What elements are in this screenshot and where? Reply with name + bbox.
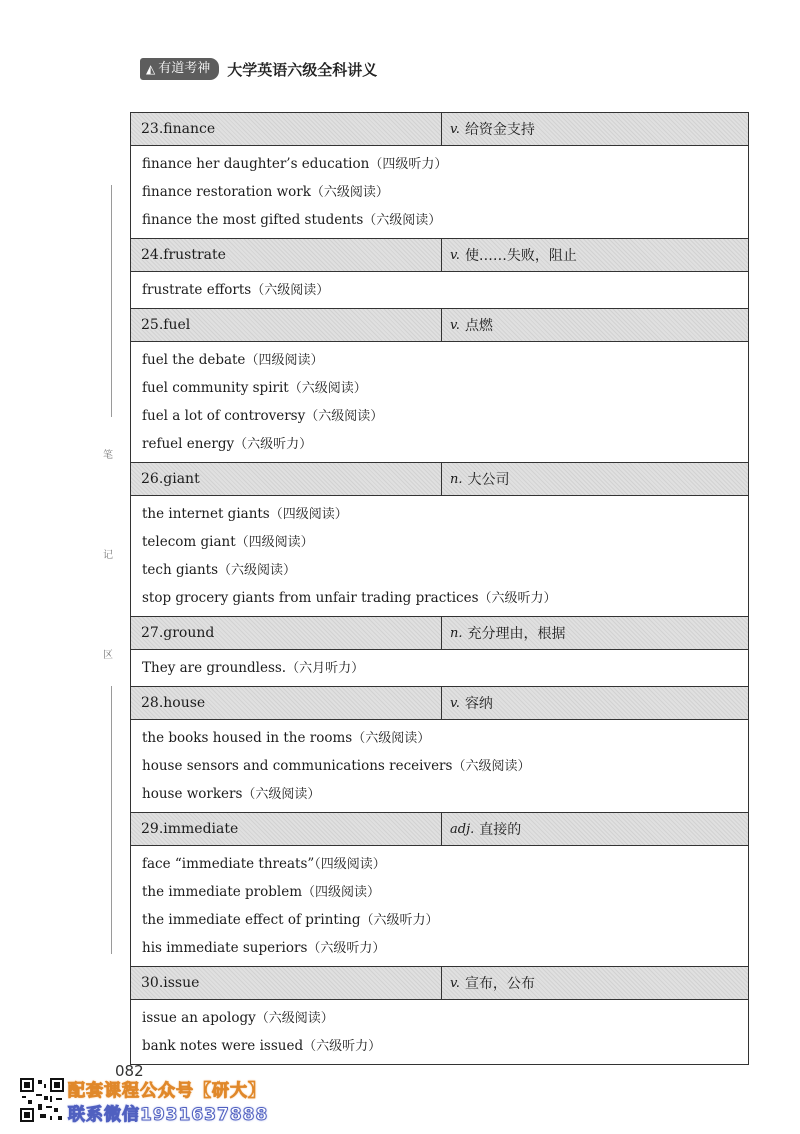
- margin-divider-top: [111, 185, 112, 417]
- vocab-meaning-cell: [442, 239, 748, 271]
- example-line: [142, 724, 748, 752]
- vocab-word: 23.finance: [131, 113, 442, 145]
- part-of-speech: adj.: [450, 821, 475, 837]
- vocab-word: 29.immediate: [131, 813, 442, 845]
- vocab-word: 30.issue: [131, 967, 442, 999]
- word-header-row: [131, 463, 748, 496]
- vocab-word: 24.frustrate: [131, 239, 442, 271]
- margin-divider-bottom: [111, 686, 112, 954]
- example-line: [142, 528, 748, 556]
- example-phrase: fuel community spirit: [142, 380, 289, 396]
- word-header-row: [131, 239, 748, 272]
- example-line: [142, 430, 748, 458]
- vocab-word: 28.house: [131, 687, 442, 719]
- example-phrase: the books housed in the rooms: [142, 730, 353, 746]
- definition: 容纳: [464, 696, 493, 712]
- example-phrase: stop grocery giants from unfair trading practices: [142, 590, 479, 606]
- word-header-row: [131, 813, 748, 846]
- example-line: [142, 276, 748, 304]
- margin-note-char: 笔: [103, 450, 113, 461]
- example-phrase: They are groundless.: [142, 660, 287, 676]
- example-line: [142, 906, 748, 934]
- example-block: [131, 342, 748, 463]
- word-header-row: [131, 113, 748, 146]
- example-source: （六级阅读）: [288, 381, 367, 396]
- vocab-meaning-cell: [442, 463, 748, 495]
- example-line: [142, 934, 748, 962]
- promo-text-wechat: 联系微信1931637888: [68, 1105, 269, 1125]
- example-block: [131, 650, 748, 687]
- example-source: （六月听力）: [286, 661, 365, 676]
- example-line: [142, 584, 748, 612]
- example-phrase: fuel a lot of controversy: [142, 408, 306, 424]
- example-phrase: house sensors and communications receivers: [142, 758, 453, 774]
- example-source: （四级阅读）: [302, 885, 381, 900]
- example-source: （六级听力）: [307, 941, 386, 956]
- example-source: （六级阅读）: [452, 759, 531, 774]
- example-phrase: the immediate effect of printing: [142, 912, 361, 928]
- example-phrase: face “immediate threats”: [142, 856, 315, 872]
- brand-logo: [140, 58, 219, 80]
- word-header-row: [131, 687, 748, 720]
- example-source: （六级阅读）: [251, 283, 330, 298]
- example-source: （六级阅读）: [218, 563, 297, 578]
- example-source: （四级阅读）: [269, 507, 348, 522]
- page-number: 082: [115, 1062, 144, 1080]
- example-source: （六级阅读）: [242, 787, 321, 802]
- brand-logo-text: 有道考神: [158, 61, 211, 76]
- margin-note-char: 区: [103, 650, 113, 661]
- margin-note-char: 记: [103, 550, 113, 561]
- part-of-speech: v.: [450, 975, 460, 991]
- example-source: （六级听力）: [478, 591, 557, 606]
- example-block: [131, 146, 748, 239]
- word-header-row: [131, 617, 748, 650]
- example-source: （六级阅读）: [305, 409, 384, 424]
- example-line: [142, 1004, 748, 1032]
- example-block: [131, 1000, 748, 1065]
- vocab-word: 26.giant: [131, 463, 442, 495]
- definition: 使……失败，阻止: [464, 248, 577, 264]
- example-phrase: finance the most gifted students: [142, 212, 364, 228]
- vocab-meaning-cell: [442, 967, 748, 999]
- example-line: [142, 780, 748, 808]
- example-line: [142, 206, 748, 234]
- example-phrase: issue an apology: [142, 1010, 256, 1026]
- vocab-table: [130, 112, 749, 1065]
- part-of-speech: v.: [450, 247, 460, 263]
- example-source: （六级阅读）: [310, 185, 389, 200]
- word-header-row: [131, 309, 748, 342]
- example-phrase: the immediate problem: [142, 884, 302, 900]
- example-source: （四级听力）: [369, 157, 448, 172]
- example-line: [142, 178, 748, 206]
- example-phrase: tech giants: [142, 562, 219, 578]
- example-source: （六级听力）: [234, 437, 313, 452]
- wing-icon: ◭: [146, 62, 156, 76]
- example-block: [131, 720, 748, 813]
- part-of-speech: v.: [450, 695, 460, 711]
- definition: 给资金支持: [464, 122, 535, 138]
- promo-text-official-account: 配套课程公众号【研大】: [68, 1081, 266, 1101]
- example-line: [142, 1032, 748, 1060]
- example-source: （六级阅读）: [255, 1011, 334, 1026]
- vocab-meaning-cell: [442, 113, 748, 145]
- definition: 大公司: [467, 472, 510, 488]
- example-phrase: the internet giants: [142, 506, 270, 522]
- page-header: [140, 58, 377, 80]
- example-line: [142, 402, 748, 430]
- example-line: [142, 878, 748, 906]
- example-line: [142, 150, 748, 178]
- definition: 点燃: [464, 318, 493, 334]
- example-source: （六级听力）: [303, 1039, 382, 1054]
- example-source: （四级阅读）: [235, 535, 314, 550]
- example-source: （四级阅读）: [245, 353, 324, 368]
- example-phrase: house workers: [142, 786, 243, 802]
- vocab-meaning-cell: [442, 617, 748, 649]
- example-line: [142, 556, 748, 584]
- vocab-word: 25.fuel: [131, 309, 442, 341]
- vocab-meaning-cell: [442, 813, 748, 845]
- vocab-word: 27.ground: [131, 617, 442, 649]
- example-line: [142, 346, 748, 374]
- example-source: （四级阅读）: [314, 857, 386, 872]
- example-block: [131, 496, 748, 617]
- example-block: [131, 272, 748, 309]
- example-phrase: frustrate efforts: [142, 282, 252, 298]
- word-header-row: [131, 967, 748, 1000]
- example-phrase: his immediate superiors: [142, 940, 308, 956]
- example-phrase: fuel the debate: [142, 352, 246, 368]
- part-of-speech: v.: [450, 121, 460, 137]
- example-line: [142, 500, 748, 528]
- example-block: [131, 846, 748, 967]
- example-phrase: finance restoration work: [142, 184, 311, 200]
- example-phrase: bank notes were issued: [142, 1038, 304, 1054]
- definition: 充分理由，根据: [467, 626, 566, 642]
- example-line: [142, 654, 748, 682]
- definition: 直接的: [479, 822, 522, 838]
- example-source: （六级听力）: [360, 913, 439, 928]
- example-line: [142, 374, 748, 402]
- example-line: [142, 752, 748, 780]
- qr-code-icon: [20, 1078, 64, 1122]
- part-of-speech: v.: [450, 317, 460, 333]
- part-of-speech: n.: [450, 625, 463, 641]
- book-title: 大学英语六级全科讲义: [227, 60, 378, 79]
- example-phrase: refuel energy: [142, 436, 235, 452]
- vocab-meaning-cell: [442, 687, 748, 719]
- example-line: [142, 850, 748, 878]
- vocab-meaning-cell: [442, 309, 748, 341]
- example-phrase: telecom giant: [142, 534, 236, 550]
- definition: 宣布，公布: [464, 976, 535, 992]
- part-of-speech: n.: [450, 471, 463, 487]
- example-phrase: finance her daughter’s education: [142, 156, 370, 172]
- example-source: （六级阅读）: [363, 213, 442, 228]
- example-source: （六级阅读）: [352, 731, 431, 746]
